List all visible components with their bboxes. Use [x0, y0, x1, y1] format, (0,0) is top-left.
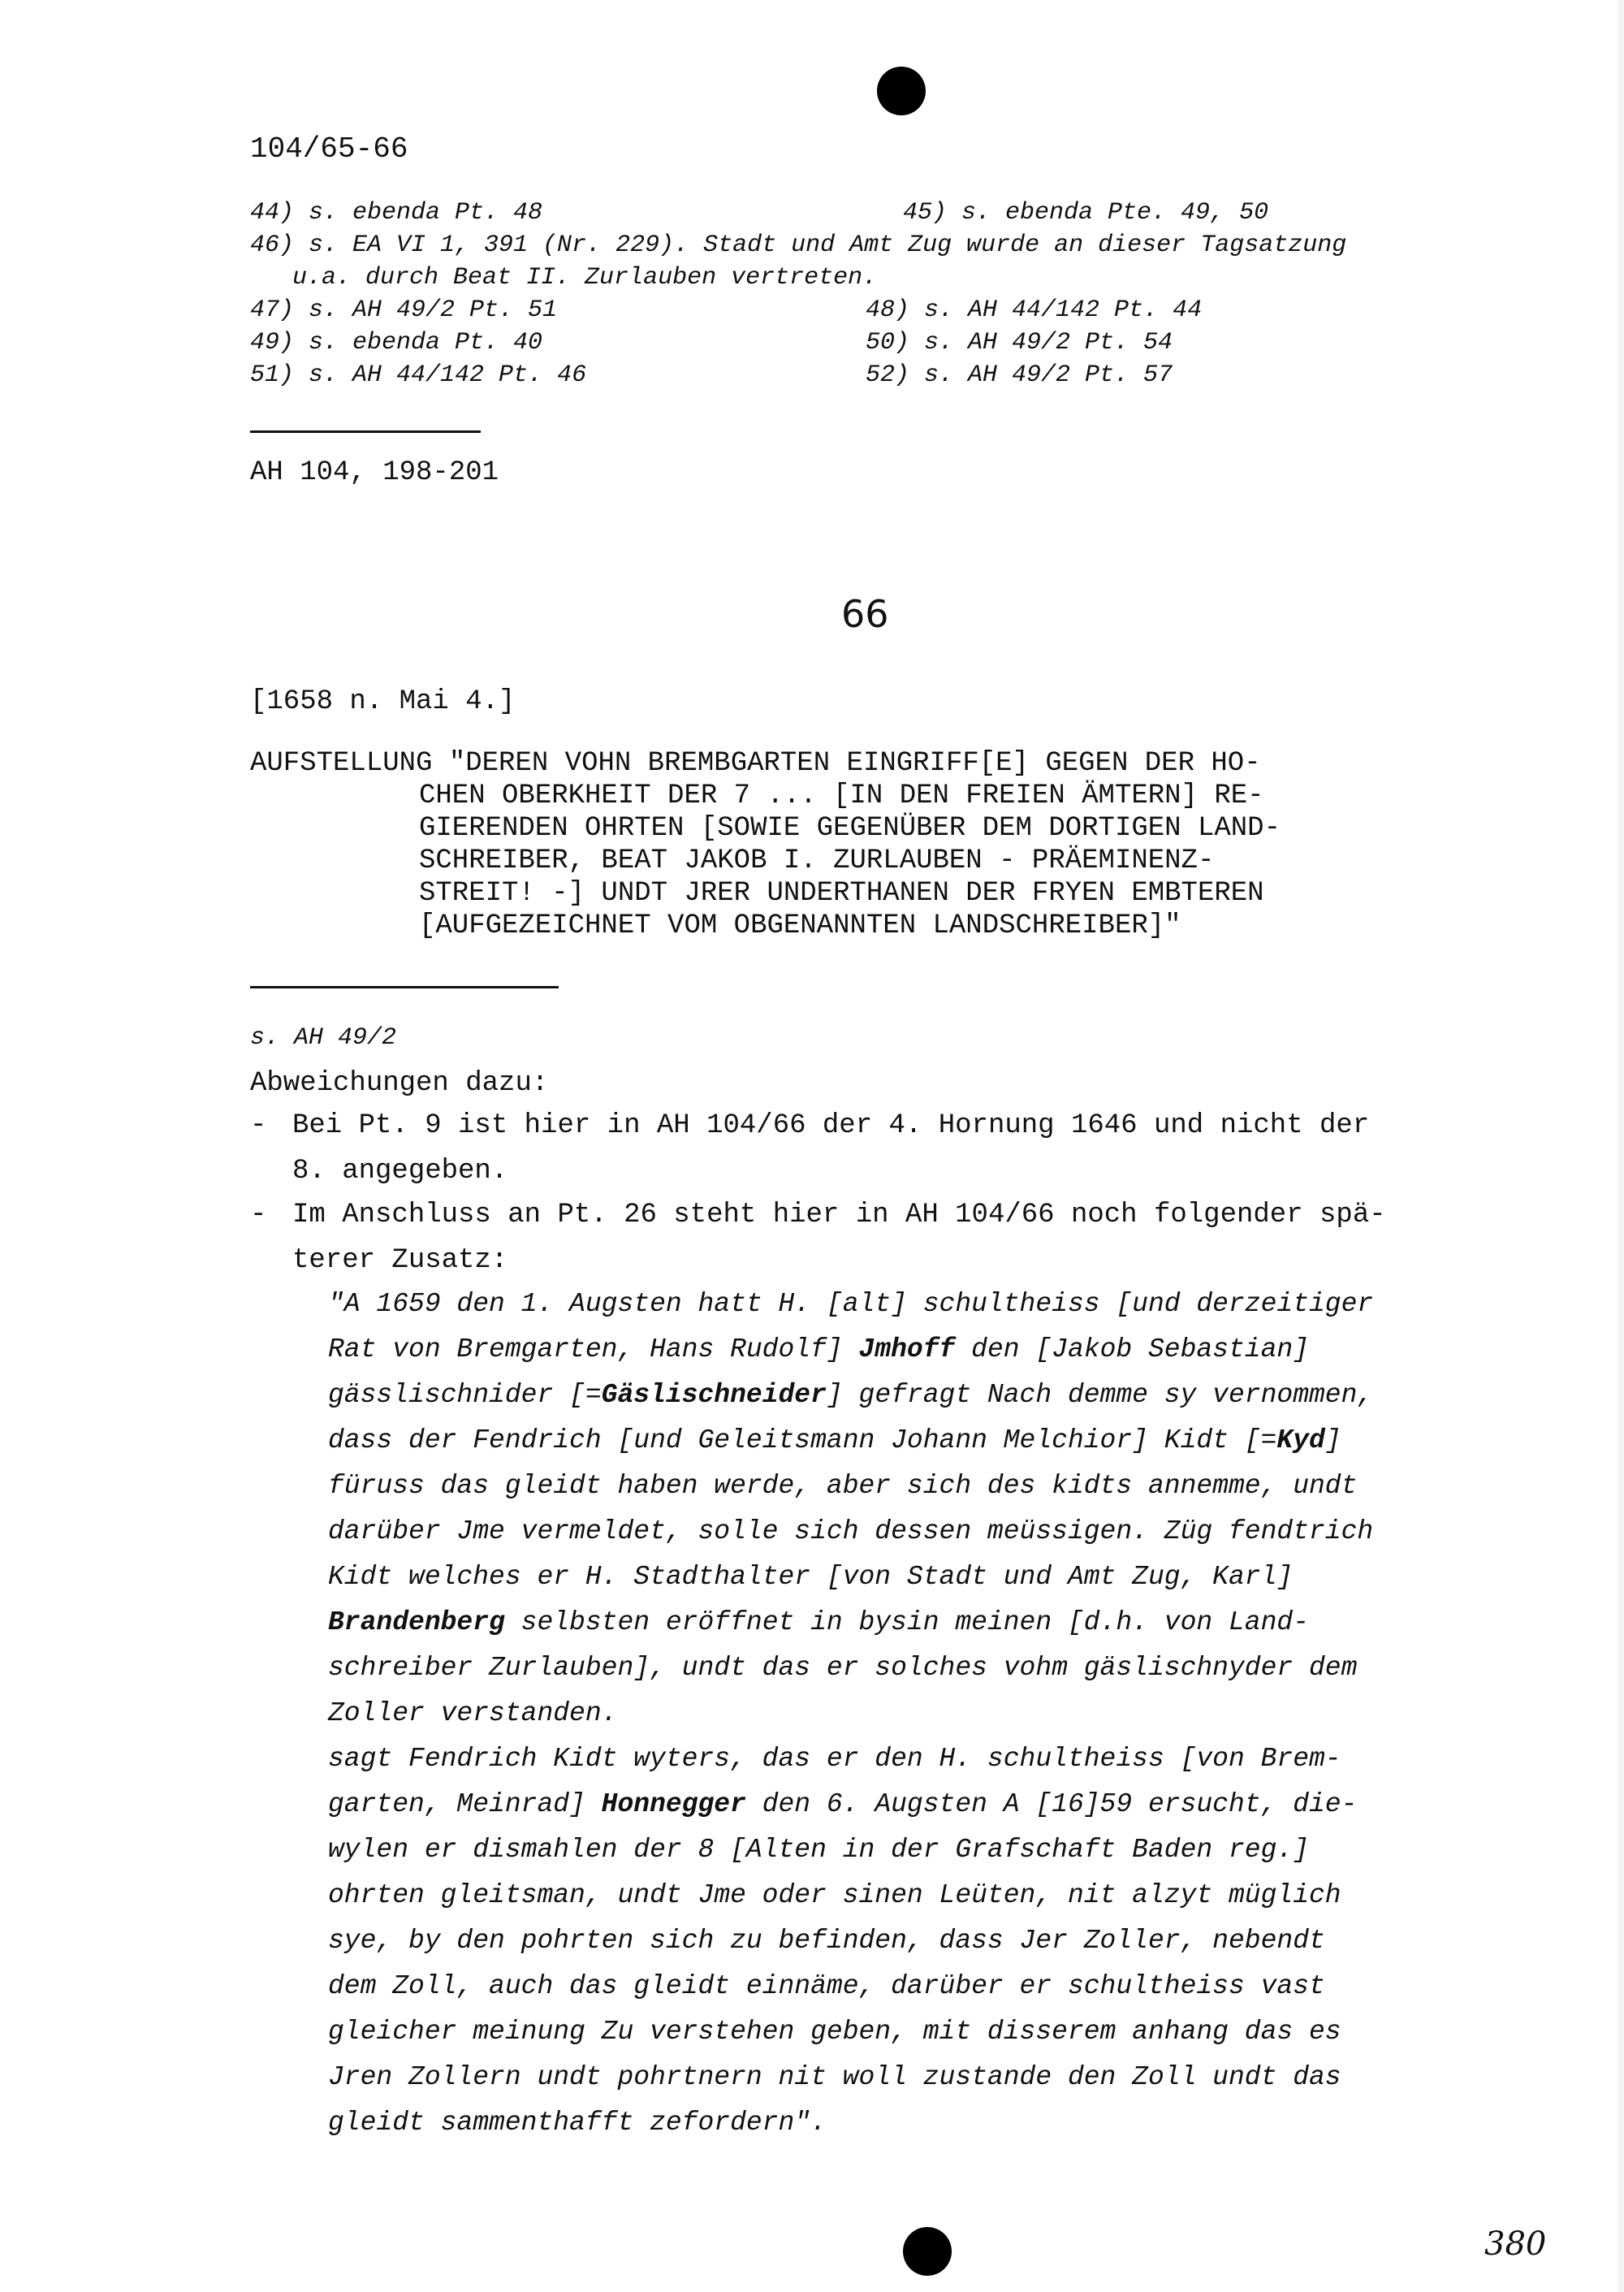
punch-hole-top: [877, 67, 926, 115]
document-title-line-4: SCHREIBER, BEAT JAKOB I. ZURLAUBEN - PRÄEMINENZ-: [419, 845, 1215, 876]
notes-intro: Abweichungen dazu:: [250, 1068, 549, 1099]
footnote-52: 52) s. AH 49/2 Pt. 57: [866, 361, 1173, 389]
quote-text: Rat von Bremgarten, Hans Rudolf]: [328, 1334, 859, 1364]
source-reference: AH 104, 198-201: [250, 457, 499, 488]
quote-text: dass der Fendrich [und Geleitsmann Johann Melchior] Kidt [=: [328, 1425, 1277, 1455]
quote-line-4: [328, 1425, 1341, 1457]
name-brandenberg: Brandenberg: [328, 1607, 505, 1637]
footnote-47: 47) s. AH 49/2 Pt. 51: [250, 296, 558, 324]
footnote-46-cont: u.a. durch Beat II. Zurlauben vertreten.: [292, 264, 878, 292]
quote-text: den [Jakob Sebastian]: [955, 1334, 1310, 1364]
quote-text: selbsten eröffnet in bysin meinen [d.h. von Land-: [504, 1607, 1310, 1637]
footnote-51: 51) s. AH 44/142 Pt. 46: [250, 361, 587, 389]
name-gaeslischneider: Gäslischneider: [601, 1380, 827, 1410]
quote-line-19: gleidt sammenthafft zefordern".: [328, 2108, 827, 2138]
quote-line-6: darüber Jme vermeldet, solle sich dessen meüssigen. Züg fendtrich: [328, 1516, 1374, 1546]
name-honnegger: Honnegger: [601, 1789, 746, 1819]
notes-reference: s. AH 49/2: [250, 1024, 397, 1052]
quote-text: garten, Meinrad]: [328, 1789, 602, 1819]
item2-line-1: Im Anschluss an Pt. 26 steht hier in AH 104/66 noch folgender spä-: [292, 1200, 1386, 1230]
separator-rule-2: [250, 986, 559, 988]
separator-rule-1: [250, 430, 481, 433]
quote-line-9: schreiber Zurlauben], undt das er solches vohm gäslischnyder dem: [328, 1653, 1358, 1683]
quote-line-13: wylen er dismahlen der 8 [Alten in der Grafschaft Baden reg.]: [328, 1835, 1309, 1865]
document-title-line-1: AUFSTELLUNG "DEREN VOHN BREMBGARTEN EINGRIFF[E] GEGEN DER HO-: [250, 748, 1261, 779]
quote-line-7: Kidt welches er H. Stadthalter [von Stadt und Amt Zug, Karl]: [328, 1562, 1294, 1592]
quote-line-17: gleicher meinung Zu verstehen geben, mit disserem anhang das es: [328, 2017, 1341, 2047]
quote-line-3: [328, 1379, 1373, 1412]
footnote-45: 45) s. ebenda Pte. 49, 50: [903, 199, 1269, 227]
quote-text: ]: [1324, 1425, 1341, 1455]
item1-line-2: 8. angegeben.: [292, 1156, 508, 1187]
quote-line-10: Zoller verstanden.: [328, 1698, 618, 1728]
footnote-49: 49) s. ebenda Pt. 40: [250, 329, 543, 357]
footnote-44: 44) s. ebenda Pt. 48: [250, 199, 543, 227]
quote-text: gässlischnider [=: [328, 1380, 602, 1410]
handwritten-page-number: 380: [1484, 2225, 1547, 2263]
quote-line-18: Jren Zollern undt pohrtnern nit woll zustande den Zoll undt das: [328, 2062, 1341, 2092]
list-dash-1: -: [250, 1110, 267, 1141]
quote-line-5: füruss das gleidt haben werde, aber sich des kidts annemme, undt: [328, 1471, 1358, 1501]
header-reference: 104/65-66: [250, 132, 408, 166]
list-dash-2: -: [250, 1200, 267, 1230]
name-kyd: Kyd: [1276, 1425, 1325, 1455]
scan-edge: [1618, 0, 1624, 2292]
quote-line-2: [328, 1334, 1309, 1366]
quote-line-8: [328, 1607, 1309, 1639]
footnote-50: 50) s. AH 49/2 Pt. 54: [866, 329, 1173, 357]
document-title-line-2: CHEN OBERKHEIT DER 7 ... [IN DEN FREIEN ÄMTERN] RE-: [419, 781, 1264, 811]
quote-line-16: dem Zoll, auch das gleidt einnäme, darüber er schultheiss vast: [328, 1971, 1325, 2001]
item1-line-1: Bei Pt. 9 ist hier in AH 104/66 der 4. Hornung 1646 und nicht der: [292, 1110, 1370, 1141]
document-title-line-6: [AUFGEZEICHNET VOM OBGENANNTEN LANDSCHREIBER]": [419, 910, 1181, 941]
name-jmhoff: Jmhoff: [858, 1334, 956, 1364]
quote-line-1: "A 1659 den 1. Augsten hatt H. [alt] schultheiss [und derzeitiger: [328, 1289, 1374, 1319]
document-title-line-5: STREIT! -] UNDT JRER UNDERTHANEN DER FRYEN EMBTEREN: [419, 878, 1264, 909]
item2-line-2: terer Zusatz:: [292, 1245, 508, 1276]
document-number: 66: [841, 592, 889, 636]
document-title-line-3: GIERENDEN OHRTEN [SOWIE GEGENÜBER DEM DORTIGEN LAND-: [419, 813, 1281, 844]
quote-text: den 6. Augsten A [16]59 ersucht, die-: [745, 1789, 1358, 1819]
punch-hole-bottom: [903, 2227, 952, 2276]
quote-line-12: [328, 1788, 1357, 1821]
footnote-48: 48) s. AH 44/142 Pt. 44: [866, 296, 1203, 324]
quote-line-14: ohrten gleitsman, undt Jme oder sinen Leüten, nit alzyt müglich: [328, 1880, 1341, 1910]
document-date: [1658 n. Mai 4.]: [250, 686, 516, 717]
quote-line-11: sagt Fendrich Kidt wyters, das er den H. schultheiss [von Brem-: [328, 1744, 1341, 1774]
quote-line-15: sye, by den pohrten sich zu befinden, dass Jer Zoller, nebendt: [328, 1926, 1325, 1956]
footnote-46: 46) s. EA VI 1, 391 (Nr. 229). Stadt und Amt Zug wurde an dieser Tagsatzung: [250, 231, 1347, 259]
quote-text: ] gefragt Nach demme sy vernommen,: [826, 1380, 1374, 1410]
